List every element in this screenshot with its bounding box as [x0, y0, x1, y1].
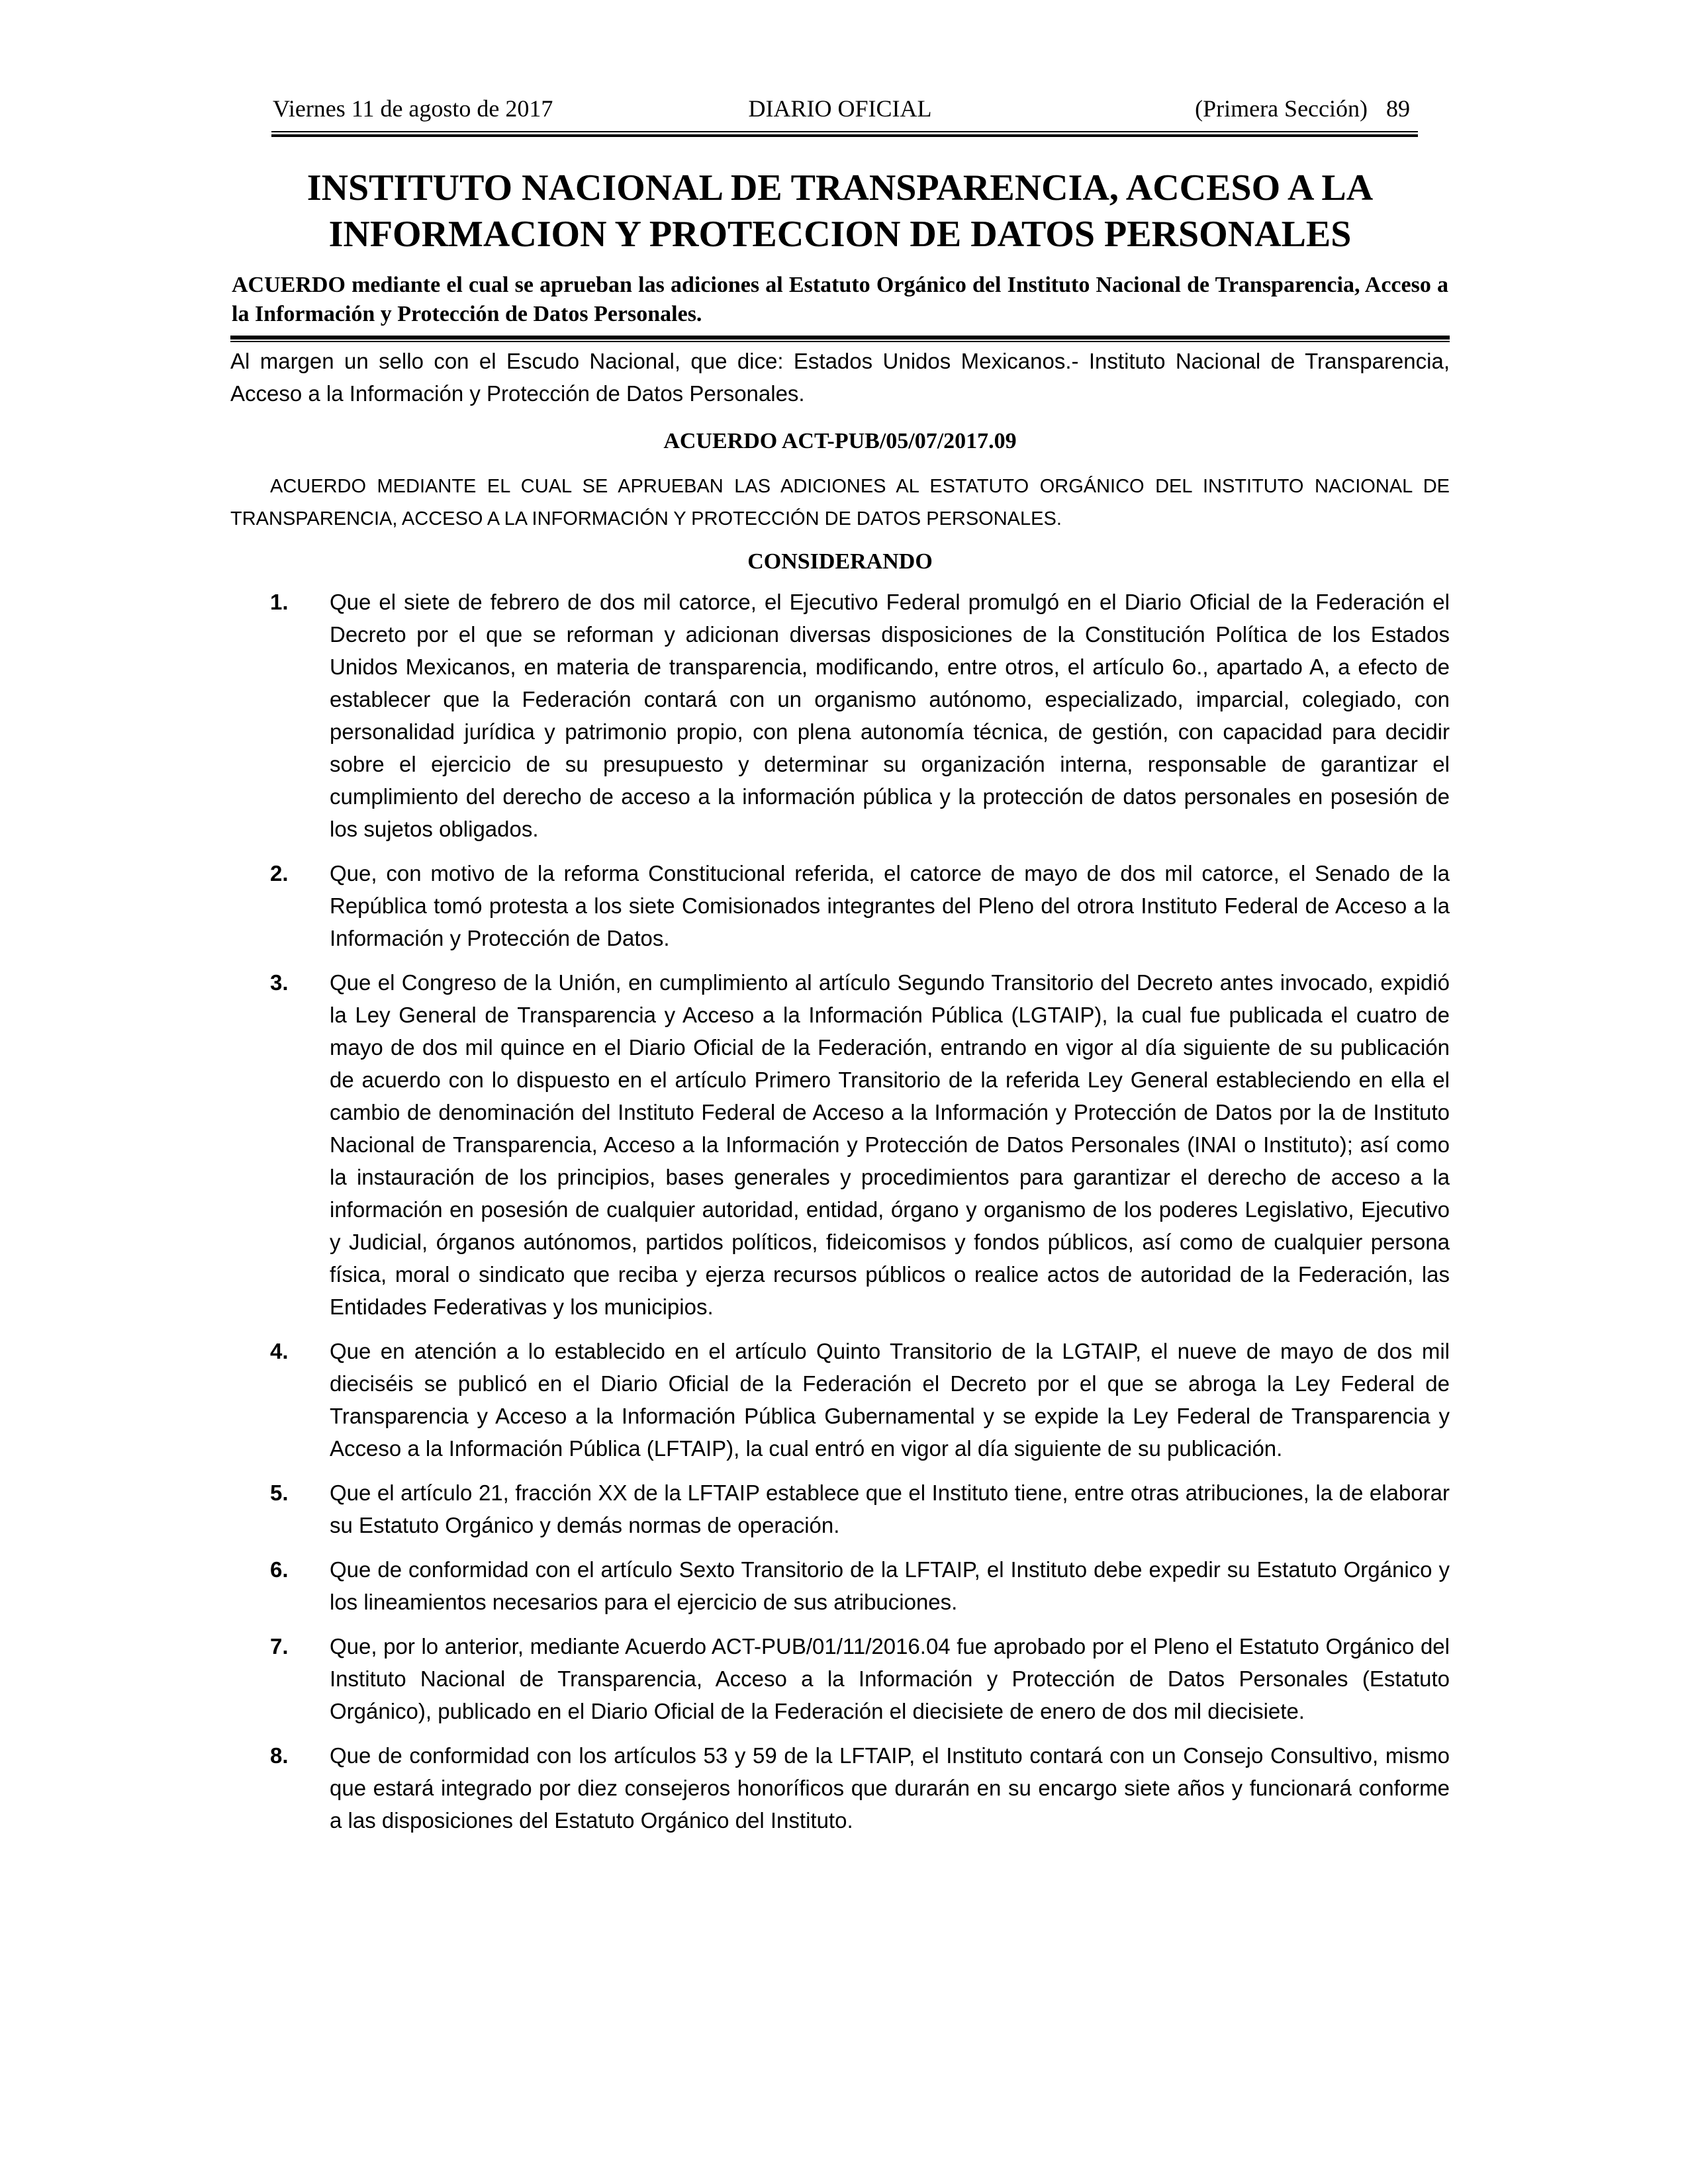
summary-text: mediante el cual se aprueban las adiciones al Estatuto Orgánico del Instituto Nacional de Transparencia, Acceso a la Información y Protección de Datos Personales. — [232, 273, 1448, 326]
item-number: 4. — [270, 1339, 289, 1363]
considerando-heading: CONSIDERANDO — [747, 549, 933, 574]
item-text: Que de conformidad con los artículos 53 y 59 de la LFTAIP, el Instituto contará con un Consejo Consultivo, mismo que estará integrado por diez consejeros honoríficos que durarán en su encargo siete años y funcionará conforme a las disposiciones del Estatuto Orgánico del Instituto. — [330, 1743, 1450, 1833]
considerando-item-5 — [230, 1477, 1450, 1541]
acuerdo-caption: ACUERDO MEDIANTE EL CUAL SE APRUEBAN LAS ADICIONES AL ESTATUTO ORGÁNICO DEL INSTITUTO NACIONAL DE TRANSPARENCIA, ACCESO A LA INFORMACIÓN Y PROTECCIÓN DE DATOS PERSONALES. — [230, 476, 1450, 529]
header-page-number: 89 — [1386, 95, 1410, 122]
item-text: Que, con motivo de la reforma Constitucional referida, el catorce de mayo de dos mil catorce, el Senado de la República tomó protesta a los siete Comisionados integrantes del Pleno del otrora Instituto Federal de Acceso a la Información y Protección de Datos. — [330, 861, 1450, 950]
considerando-item-3 — [230, 966, 1450, 1323]
considerando-item-6 — [230, 1553, 1450, 1618]
header-section-page — [1195, 93, 1410, 124]
item-text: Que el siete de febrero de dos mil catorce, el Ejecutivo Federal promulgó en el Diario Oficial de la Federación el Decreto por el que se reforman y adicionan diversas disposiciones de la Constitución Política de los Estados Unidos Mexicanos, en materia de transparencia, modificando, entre otros, el artículo 6o., apartado A, a efecto de establecer que la Federación contará con un organismo autónomo, especializado, imparcial, colegiado, con personalidad jurídica y patrimonio propio, con plena autonomía técnica, de gestión, con capacidad para decidir sobre el ejercicio de su presupuesto y determinar su organización interna, responsable de garantizar el cumplimiento del derecho de acceso a la información pública y la protección de datos personales en posesión de los sujetos obligados. — [330, 590, 1450, 841]
item-number: 5. — [270, 1480, 289, 1505]
acuerdo-number: ACUERDO ACT-PUB/05/07/2017.09 — [663, 429, 1017, 453]
institution-title — [230, 165, 1450, 257]
considerando-item-4 — [230, 1335, 1450, 1465]
considerando-item-2 — [230, 857, 1450, 954]
summary-lead: ACUERDO — [232, 273, 346, 297]
header-publication: DIARIO OFICIAL — [748, 95, 932, 122]
margin-note: Al margen un sello con el Escudo Nacional, que dice: Estados Unidos Mexicanos.- Instituto Nacional de Transparencia, Acceso a la Información y Protección de Datos Personales. — [230, 349, 1450, 406]
institution-title-line1: INSTITUTO NACIONAL DE TRANSPARENCIA, ACCESO A LA — [306, 167, 1374, 208]
considerando-item-7 — [230, 1630, 1450, 1727]
item-text: Que el Congreso de la Unión, en cumplimiento al artículo Segundo Transitorio del Decreto antes invocado, expidió la Ley General de Transparencia y Acceso a la Información Pública (LGTAIP), la cual fue publicada el cuatro de mayo de dos mil quince en el Diario Oficial de la Federación, entrando en vigor al día siguiente de su publicación de acuerdo con lo dispuesto en el artículo Primero Transitorio de la referida Ley General estableciendo en ella el cambio de denominación del Instituto Federal de Acceso a la Información y Protección de Datos por la de Instituto Nacional de Transparencia, Acceso a la Información y Protección de Datos Personales (INAI o Instituto); así como la instauración de los principios, bases generales y procedimientos para garantizar el derecho de acceso a la información en posesión de cualquier autoridad, entidad, órgano y organismo de los poderes Legislativo, Ejecutivo y Judicial, órganos autónomos, partidos políticos, fideicomisos y fondos públicos, así como de cualquier persona física, moral o sindicato que reciba y ejerza recursos públicos o realice actos de autoridad de la Federación, las Entidades Federativas y los municipios. — [330, 970, 1450, 1319]
acuerdo-summary — [232, 271, 1448, 329]
header-date: Viernes 11 de agosto de 2017 — [273, 95, 553, 122]
item-number: 8. — [270, 1743, 289, 1768]
item-number: 2. — [270, 861, 289, 886]
item-number: 1. — [270, 590, 289, 614]
summary-rule — [230, 336, 1450, 342]
header-section: (Primera Sección) — [1195, 95, 1368, 122]
item-number: 3. — [270, 970, 289, 995]
document-page — [230, 93, 1450, 1848]
running-header — [230, 93, 1450, 124]
item-text: Que en atención a lo establecido en el artículo Quinto Transitorio de la LGTAIP, el nueve de mayo de dos mil dieciséis se publicó en el Diario Oficial de la Federación el Decreto por el que se abroga la Ley Federal de Transparencia y Acceso a la Información Pública Gubernamental y se expide la Ley Federal de Transparencia y Acceso a la Información Pública (LFTAIP), la cual entró en vigor al día siguiente de su publicación. — [330, 1339, 1450, 1461]
considerando-list — [230, 586, 1450, 1837]
item-number: 7. — [270, 1634, 289, 1659]
item-text: Que de conformidad con el artículo Sexto Transitorio de la LFTAIP, el Instituto debe expedir su Estatuto Orgánico y los lineamientos necesarios para el ejercicio de sus atribuciones. — [330, 1557, 1450, 1614]
institution-title-line2: INFORMACION Y PROTECCION DE DATOS PERSONALES — [328, 214, 1352, 255]
considerando-item-8 — [230, 1739, 1450, 1837]
item-number: 6. — [270, 1557, 289, 1582]
item-text: Que, por lo anterior, mediante Acuerdo ACT-PUB/01/11/2016.04 fue aprobado por el Pleno el Estatuto Orgánico del Instituto Nacional de Transparencia, Acceso a la Información y Protección de Datos Personales (Estatuto Orgánico), publicado en el Diario Oficial de la Federación el diecisiete de enero de dos mil diecisiete. — [330, 1634, 1450, 1723]
header-rule — [271, 131, 1418, 137]
considerando-item-1 — [230, 586, 1450, 845]
item-text: Que el artículo 21, fracción XX de la LFTAIP establece que el Instituto tiene, entre otras atribuciones, la de elaborar su Estatuto Orgánico y demás normas de operación. — [330, 1480, 1450, 1537]
